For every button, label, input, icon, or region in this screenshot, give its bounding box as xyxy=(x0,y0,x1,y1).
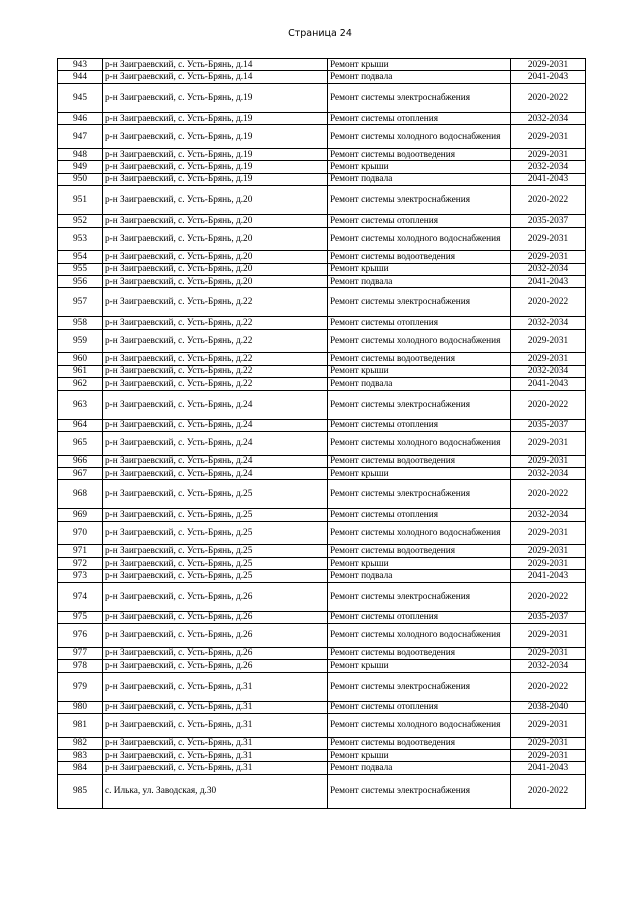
table-row xyxy=(58,263,586,275)
cell-work: Ремонт крыши xyxy=(328,468,511,480)
cell-work: Ремонт подвала xyxy=(328,71,511,83)
cell-num: 951 xyxy=(58,186,103,215)
cell-address: р-н Заиграевский, с. Усть-Брянь, д.19 xyxy=(103,112,328,124)
table-row xyxy=(58,390,586,419)
cell-num: 972 xyxy=(58,557,103,569)
cell-address: р-н Заиграевский, с. Усть-Брянь, д.14 xyxy=(103,71,328,83)
cell-address: р-н Заиграевский, с. Усть-Брянь, д.25 xyxy=(103,480,328,509)
cell-address: р-н Заиграевский, с. Усть-Брянь, д.31 xyxy=(103,762,328,774)
table-row xyxy=(58,365,586,377)
cell-period: 2032-2034 xyxy=(511,365,586,377)
cell-period: 2020-2022 xyxy=(511,390,586,419)
cell-num: 983 xyxy=(58,749,103,761)
cell-work: Ремонт системы отопления xyxy=(328,611,511,623)
cell-period: 2035-2037 xyxy=(511,419,586,431)
cell-address: р-н Заиграевский, с. Усть-Брянь, д.24 xyxy=(103,468,328,480)
cell-address: р-н Заиграевский, с. Усть-Брянь, д.31 xyxy=(103,713,328,737)
cell-address: с. Илька, ул. Заводская, д.30 xyxy=(103,774,328,808)
cell-work: Ремонт системы водоотведения xyxy=(328,737,511,749)
cell-num: 948 xyxy=(58,148,103,160)
cell-period: 2029-2031 xyxy=(511,521,586,545)
table-row xyxy=(58,275,586,287)
table-row xyxy=(58,71,586,83)
cell-address: р-н Заиграевский, с. Усть-Брянь, д.26 xyxy=(103,611,328,623)
cell-work: Ремонт системы электроснабжения xyxy=(328,288,511,317)
cell-work: Ремонт системы водоотведения xyxy=(328,148,511,160)
cell-work: Ремонт подвала xyxy=(328,173,511,185)
cell-num: 954 xyxy=(58,251,103,263)
cell-period: 2032-2034 xyxy=(511,660,586,672)
cell-address: р-н Заиграевский, с. Усть-Брянь, д.20 xyxy=(103,263,328,275)
table-row xyxy=(58,582,586,611)
table-row xyxy=(58,378,586,390)
cell-address: р-н Заиграевский, с. Усть-Брянь, д.25 xyxy=(103,545,328,557)
table-row xyxy=(58,419,586,431)
cell-num: 961 xyxy=(58,365,103,377)
cell-work: Ремонт системы холодного водоснабжения xyxy=(328,432,511,456)
table-row xyxy=(58,737,586,749)
cell-period: 2041-2043 xyxy=(511,275,586,287)
cell-num: 982 xyxy=(58,737,103,749)
table-row xyxy=(58,672,586,701)
cell-work: Ремонт системы электроснабжения xyxy=(328,480,511,509)
cell-work: Ремонт системы холодного водоснабжения xyxy=(328,624,511,648)
table-row xyxy=(58,749,586,761)
cell-work: Ремонт системы холодного водоснабжения xyxy=(328,713,511,737)
table-row xyxy=(58,774,586,808)
cell-address: р-н Заиграевский, с. Усть-Брянь, д.20 xyxy=(103,227,328,251)
cell-work: Ремонт системы водоотведения xyxy=(328,251,511,263)
cell-period: 2029-2031 xyxy=(511,545,586,557)
cell-period: 2038-2040 xyxy=(511,701,586,713)
cell-period: 2020-2022 xyxy=(511,83,586,112)
table-row xyxy=(58,59,586,71)
cell-work: Ремонт системы электроснабжения xyxy=(328,774,511,808)
cell-address: р-н Заиграевский, с. Усть-Брянь, д.20 xyxy=(103,215,328,227)
cell-period: 2029-2031 xyxy=(511,329,586,353)
cell-work: Ремонт системы отопления xyxy=(328,112,511,124)
cell-num: 943 xyxy=(58,59,103,71)
cell-work: Ремонт системы отопления xyxy=(328,317,511,329)
table-row xyxy=(58,148,586,160)
cell-num: 963 xyxy=(58,390,103,419)
page-header: Страница 24 xyxy=(288,28,352,39)
cell-work: Ремонт крыши xyxy=(328,59,511,71)
cell-num: 956 xyxy=(58,275,103,287)
cell-period: 2032-2034 xyxy=(511,161,586,173)
cell-address: р-н Заиграевский, с. Усть-Брянь, д.22 xyxy=(103,317,328,329)
cell-period: 2035-2037 xyxy=(511,215,586,227)
cell-address: р-н Заиграевский, с. Усть-Брянь, д.26 xyxy=(103,624,328,648)
cell-num: 964 xyxy=(58,419,103,431)
cell-num: 960 xyxy=(58,353,103,365)
cell-work: Ремонт системы холодного водоснабжения xyxy=(328,521,511,545)
cell-work: Ремонт системы электроснабжения xyxy=(328,83,511,112)
cell-num: 962 xyxy=(58,378,103,390)
cell-work: Ремонт системы электроснабжения xyxy=(328,186,511,215)
cell-period: 2041-2043 xyxy=(511,378,586,390)
cell-address: р-н Заиграевский, с. Усть-Брянь, д.24 xyxy=(103,455,328,467)
cell-period: 2029-2031 xyxy=(511,251,586,263)
cell-address: р-н Заиграевский, с. Усть-Брянь, д.26 xyxy=(103,582,328,611)
cell-work: Ремонт системы отопления xyxy=(328,215,511,227)
cell-num: 971 xyxy=(58,545,103,557)
table-row xyxy=(58,480,586,509)
cell-address: р-н Заиграевский, с. Усть-Брянь, д.20 xyxy=(103,275,328,287)
cell-address: р-н Заиграевский, с. Усть-Брянь, д.22 xyxy=(103,353,328,365)
cell-num: 959 xyxy=(58,329,103,353)
cell-num: 976 xyxy=(58,624,103,648)
table-row xyxy=(58,509,586,521)
cell-period: 2029-2031 xyxy=(511,148,586,160)
cell-period: 2041-2043 xyxy=(511,762,586,774)
table-row xyxy=(58,329,586,353)
table-row xyxy=(58,125,586,149)
table-row xyxy=(58,647,586,659)
cell-address: р-н Заиграевский, с. Усть-Брянь, д.25 xyxy=(103,521,328,545)
cell-period: 2020-2022 xyxy=(511,288,586,317)
cell-period: 2032-2034 xyxy=(511,317,586,329)
table-row xyxy=(58,173,586,185)
cell-work: Ремонт системы водоотведения xyxy=(328,353,511,365)
cell-work: Ремонт подвала xyxy=(328,570,511,582)
table-row xyxy=(58,251,586,263)
cell-period: 2029-2031 xyxy=(511,737,586,749)
cell-num: 974 xyxy=(58,582,103,611)
cell-address: р-н Заиграевский, с. Усть-Брянь, д.25 xyxy=(103,570,328,582)
cell-address: р-н Заиграевский, с. Усть-Брянь, д.22 xyxy=(103,329,328,353)
table-row xyxy=(58,317,586,329)
cell-work: Ремонт системы водоотведения xyxy=(328,455,511,467)
table-row xyxy=(58,215,586,227)
cell-work: Ремонт системы холодного водоснабжения xyxy=(328,125,511,149)
cell-num: 946 xyxy=(58,112,103,124)
cell-num: 977 xyxy=(58,647,103,659)
cell-address: р-н Заиграевский, с. Усть-Брянь, д.19 xyxy=(103,83,328,112)
cell-address: р-н Заиграевский, с. Усть-Брянь, д.31 xyxy=(103,701,328,713)
cell-period: 2020-2022 xyxy=(511,582,586,611)
cell-address: р-н Заиграевский, с. Усть-Брянь, д.22 xyxy=(103,365,328,377)
cell-num: 944 xyxy=(58,71,103,83)
cell-address: р-н Заиграевский, с. Усть-Брянь, д.14 xyxy=(103,59,328,71)
cell-period: 2029-2031 xyxy=(511,713,586,737)
cell-period: 2041-2043 xyxy=(511,71,586,83)
cell-address: р-н Заиграевский, с. Усть-Брянь, д.19 xyxy=(103,161,328,173)
cell-num: 949 xyxy=(58,161,103,173)
cell-address: р-н Заиграевский, с. Усть-Брянь, д.19 xyxy=(103,125,328,149)
cell-work: Ремонт системы отопления xyxy=(328,419,511,431)
cell-work: Ремонт крыши xyxy=(328,749,511,761)
table-row xyxy=(58,611,586,623)
cell-period: 2029-2031 xyxy=(511,624,586,648)
cell-period: 2032-2034 xyxy=(511,468,586,480)
cell-num: 955 xyxy=(58,263,103,275)
cell-address: р-н Заиграевский, с. Усть-Брянь, д.24 xyxy=(103,419,328,431)
cell-num: 952 xyxy=(58,215,103,227)
cell-work: Ремонт крыши xyxy=(328,660,511,672)
cell-period: 2029-2031 xyxy=(511,455,586,467)
cell-address: р-н Заиграевский, с. Усть-Брянь, д.22 xyxy=(103,378,328,390)
cell-period: 2035-2037 xyxy=(511,611,586,623)
cell-period: 2032-2034 xyxy=(511,112,586,124)
cell-address: р-н Заиграевский, с. Усть-Брянь, д.22 xyxy=(103,288,328,317)
cell-address: р-н Заиграевский, с. Усть-Брянь, д.19 xyxy=(103,173,328,185)
cell-num: 967 xyxy=(58,468,103,480)
cell-period: 2020-2022 xyxy=(511,672,586,701)
cell-address: р-н Заиграевский, с. Усть-Брянь, д.25 xyxy=(103,557,328,569)
cell-work: Ремонт подвала xyxy=(328,275,511,287)
cell-period: 2029-2031 xyxy=(511,353,586,365)
cell-address: р-н Заиграевский, с. Усть-Брянь, д.31 xyxy=(103,672,328,701)
table-row xyxy=(58,112,586,124)
cell-period: 2020-2022 xyxy=(511,774,586,808)
cell-num: 969 xyxy=(58,509,103,521)
cell-period: 2029-2031 xyxy=(511,125,586,149)
table-row xyxy=(58,624,586,648)
cell-work: Ремонт подвала xyxy=(328,762,511,774)
cell-num: 980 xyxy=(58,701,103,713)
cell-address: р-н Заиграевский, с. Усть-Брянь, д.20 xyxy=(103,186,328,215)
cell-num: 978 xyxy=(58,660,103,672)
table-row xyxy=(58,660,586,672)
table-row xyxy=(58,288,586,317)
cell-work: Ремонт крыши xyxy=(328,161,511,173)
cell-num: 981 xyxy=(58,713,103,737)
cell-address: р-н Заиграевский, с. Усть-Брянь, д.26 xyxy=(103,660,328,672)
cell-address: р-н Заиграевский, с. Усть-Брянь, д.31 xyxy=(103,749,328,761)
cell-work: Ремонт системы электроснабжения xyxy=(328,390,511,419)
table-row xyxy=(58,227,586,251)
cell-period: 2029-2031 xyxy=(511,749,586,761)
cell-num: 979 xyxy=(58,672,103,701)
cell-work: Ремонт системы водоотведения xyxy=(328,545,511,557)
cell-num: 966 xyxy=(58,455,103,467)
cell-num: 975 xyxy=(58,611,103,623)
cell-num: 970 xyxy=(58,521,103,545)
cell-work: Ремонт системы холодного водоснабжения xyxy=(328,329,511,353)
cell-num: 973 xyxy=(58,570,103,582)
cell-num: 957 xyxy=(58,288,103,317)
cell-num: 985 xyxy=(58,774,103,808)
cell-work: Ремонт системы холодного водоснабжения xyxy=(328,227,511,251)
cell-num: 953 xyxy=(58,227,103,251)
cell-period: 2020-2022 xyxy=(511,186,586,215)
cell-period: 2029-2031 xyxy=(511,647,586,659)
cell-period: 2029-2031 xyxy=(511,59,586,71)
table-row xyxy=(58,186,586,215)
cell-work: Ремонт крыши xyxy=(328,557,511,569)
cell-period: 2041-2043 xyxy=(511,570,586,582)
cell-address: р-н Заиграевский, с. Усть-Брянь, д.19 xyxy=(103,148,328,160)
cell-num: 968 xyxy=(58,480,103,509)
cell-period: 2041-2043 xyxy=(511,173,586,185)
table-row xyxy=(58,521,586,545)
table-row xyxy=(58,468,586,480)
cell-work: Ремонт системы электроснабжения xyxy=(328,582,511,611)
cell-work: Ремонт системы отопления xyxy=(328,509,511,521)
cell-address: р-н Заиграевский, с. Усть-Брянь, д.24 xyxy=(103,390,328,419)
table-row xyxy=(58,557,586,569)
cell-work: Ремонт системы водоотведения xyxy=(328,647,511,659)
cell-work: Ремонт подвала xyxy=(328,378,511,390)
table-body xyxy=(58,59,586,809)
table-row xyxy=(58,455,586,467)
table-row xyxy=(58,713,586,737)
cell-period: 2029-2031 xyxy=(511,557,586,569)
cell-num: 950 xyxy=(58,173,103,185)
cell-address: р-н Заиграевский, с. Усть-Брянь, д.26 xyxy=(103,647,328,659)
table-row xyxy=(58,545,586,557)
table-row xyxy=(58,570,586,582)
cell-num: 947 xyxy=(58,125,103,149)
table-row xyxy=(58,432,586,456)
cell-work: Ремонт крыши xyxy=(328,263,511,275)
cell-num: 945 xyxy=(58,83,103,112)
repair-schedule-table xyxy=(57,58,586,809)
cell-period: 2029-2031 xyxy=(511,227,586,251)
cell-address: р-н Заиграевский, с. Усть-Брянь, д.31 xyxy=(103,737,328,749)
cell-period: 2032-2034 xyxy=(511,509,586,521)
cell-period: 2032-2034 xyxy=(511,263,586,275)
cell-address: р-н Заиграевский, с. Усть-Брянь, д.25 xyxy=(103,509,328,521)
cell-period: 2029-2031 xyxy=(511,432,586,456)
cell-num: 965 xyxy=(58,432,103,456)
cell-num: 958 xyxy=(58,317,103,329)
cell-work: Ремонт системы электроснабжения xyxy=(328,672,511,701)
table-row xyxy=(58,353,586,365)
table-row xyxy=(58,762,586,774)
cell-num: 984 xyxy=(58,762,103,774)
table-row xyxy=(58,701,586,713)
cell-address: р-н Заиграевский, с. Усть-Брянь, д.24 xyxy=(103,432,328,456)
cell-work: Ремонт системы отопления xyxy=(328,701,511,713)
cell-address: р-н Заиграевский, с. Усть-Брянь, д.20 xyxy=(103,251,328,263)
table-row xyxy=(58,83,586,112)
table-row xyxy=(58,161,586,173)
cell-period: 2020-2022 xyxy=(511,480,586,509)
cell-work: Ремонт крыши xyxy=(328,365,511,377)
